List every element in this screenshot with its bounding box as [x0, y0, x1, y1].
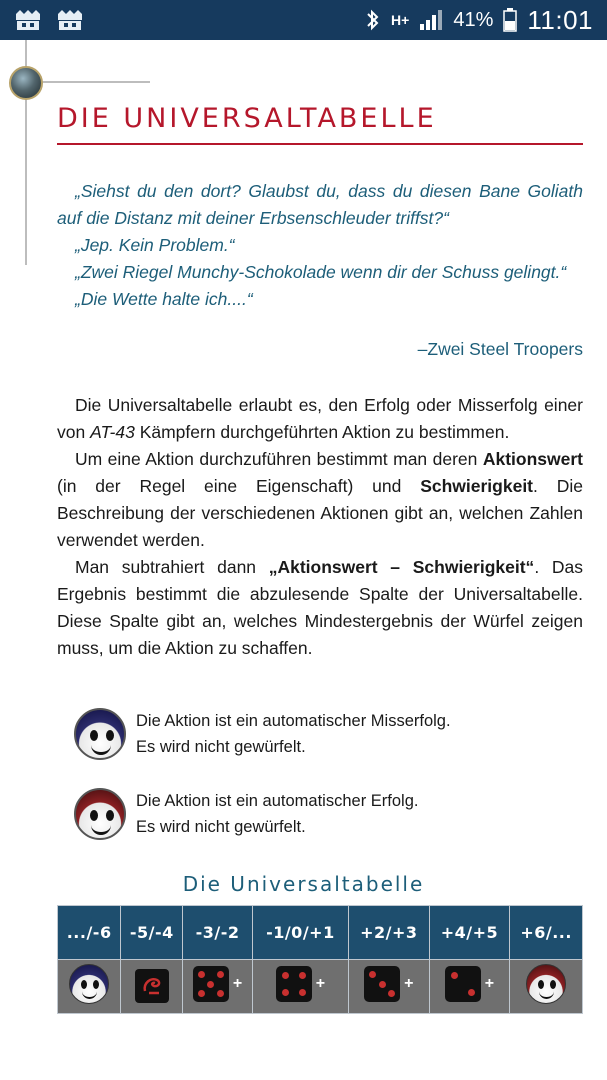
status-bar — [0, 0, 607, 40]
blue-face-icon — [69, 964, 109, 1004]
legend-line: Die Aktion ist ein automatischer Misserfolg. — [136, 712, 451, 730]
clock: 11:01 — [527, 4, 593, 35]
plus-sign: + — [484, 975, 495, 992]
table-header-row — [58, 906, 583, 960]
blue-face-icon — [74, 708, 126, 760]
die-four-icon — [276, 966, 312, 1002]
body-text — [57, 392, 583, 662]
title-divider — [57, 143, 583, 145]
die-five-icon — [193, 966, 229, 1002]
quote-line: „Die Wette halte ich....“ — [75, 289, 253, 309]
table-header: -3/-2 — [183, 906, 253, 960]
table-header: -1/0/+1 — [252, 906, 348, 960]
table-cell — [429, 960, 510, 1014]
battery-icon — [503, 8, 517, 32]
quote-attribution: –Zwei Steel Troopers — [417, 339, 583, 359]
table-cell — [510, 960, 583, 1014]
legend-line: Es wird nicht gewürfelt. — [136, 738, 306, 756]
table-header: +6/... — [510, 906, 583, 960]
table-header: -5/-4 — [121, 906, 183, 960]
paragraph: Die Universaltabelle erlaubt es, den Erfolg oder Misserfolg einer von AT-43 Kämpfern durchgeführten Aktion zu bestimmen. — [57, 395, 583, 442]
table-cell — [58, 960, 121, 1014]
bluetooth-icon — [365, 8, 381, 32]
table-cell — [183, 960, 253, 1014]
legend-item-failure — [74, 708, 451, 760]
logo-icon — [135, 969, 169, 1003]
app-icon — [56, 8, 84, 32]
table-header: .../-6 — [58, 906, 121, 960]
universal-table — [57, 905, 583, 1014]
emblem-icon — [9, 66, 43, 100]
app-icon — [14, 8, 42, 32]
quote-block — [57, 178, 583, 313]
quote-line: „Jep. Kein Problem.“ — [75, 235, 235, 255]
legend-line: Es wird nicht gewürfelt. — [136, 818, 306, 836]
legend-line: Die Aktion ist ein automatischer Erfolg. — [136, 792, 419, 810]
red-face-icon — [526, 964, 566, 1004]
table-cell — [121, 960, 183, 1014]
table-cell — [252, 960, 348, 1014]
paragraph: Man subtrahiert dann „Aktionswert – Schwierigkeit“. Das Ergebnis bestimmt die abzulesende Spalte der Universaltabelle. Diese Spalte gibt an, welches Mindestergebnis der Würfel zeigen muss, um die Aktion zu schaffen. — [57, 557, 583, 658]
table-header: +4/+5 — [429, 906, 510, 960]
quote-line: „Zwei Riegel Munchy-Schokolade wenn dir der Schuss gelingt.“ — [75, 262, 567, 282]
battery-percent: 41% — [453, 8, 494, 31]
table-row — [58, 960, 583, 1014]
page-title: DIE UNIVERSALTABELLE — [57, 103, 437, 134]
table-title: Die Universaltabelle — [182, 872, 425, 896]
red-face-icon — [74, 788, 126, 840]
quote-line: „Siehst du den dort? Glaubst du, dass du diesen Bane Goliath auf die Distanz mit deiner Erbsenschleuder triffst?“ — [57, 181, 583, 228]
table-header: +2/+3 — [348, 906, 429, 960]
paragraph: Um eine Aktion durchzuführen bestimmt man deren Aktionswert (in der Regel eine Eigenschaft) und Schwierigkeit. Die Beschreibung der verschiedenen Aktionen gibt an, welchen Zahlen verwendet werden. — [57, 449, 583, 550]
legend-item-success — [74, 788, 418, 840]
network-type: H+ — [391, 12, 410, 28]
die-two-icon — [445, 966, 481, 1002]
die-three-icon — [364, 966, 400, 1002]
plus-sign: + — [232, 975, 243, 992]
plus-sign: + — [315, 975, 326, 992]
signal-icon — [419, 9, 443, 31]
table-cell — [348, 960, 429, 1014]
plus-sign: + — [404, 975, 414, 992]
